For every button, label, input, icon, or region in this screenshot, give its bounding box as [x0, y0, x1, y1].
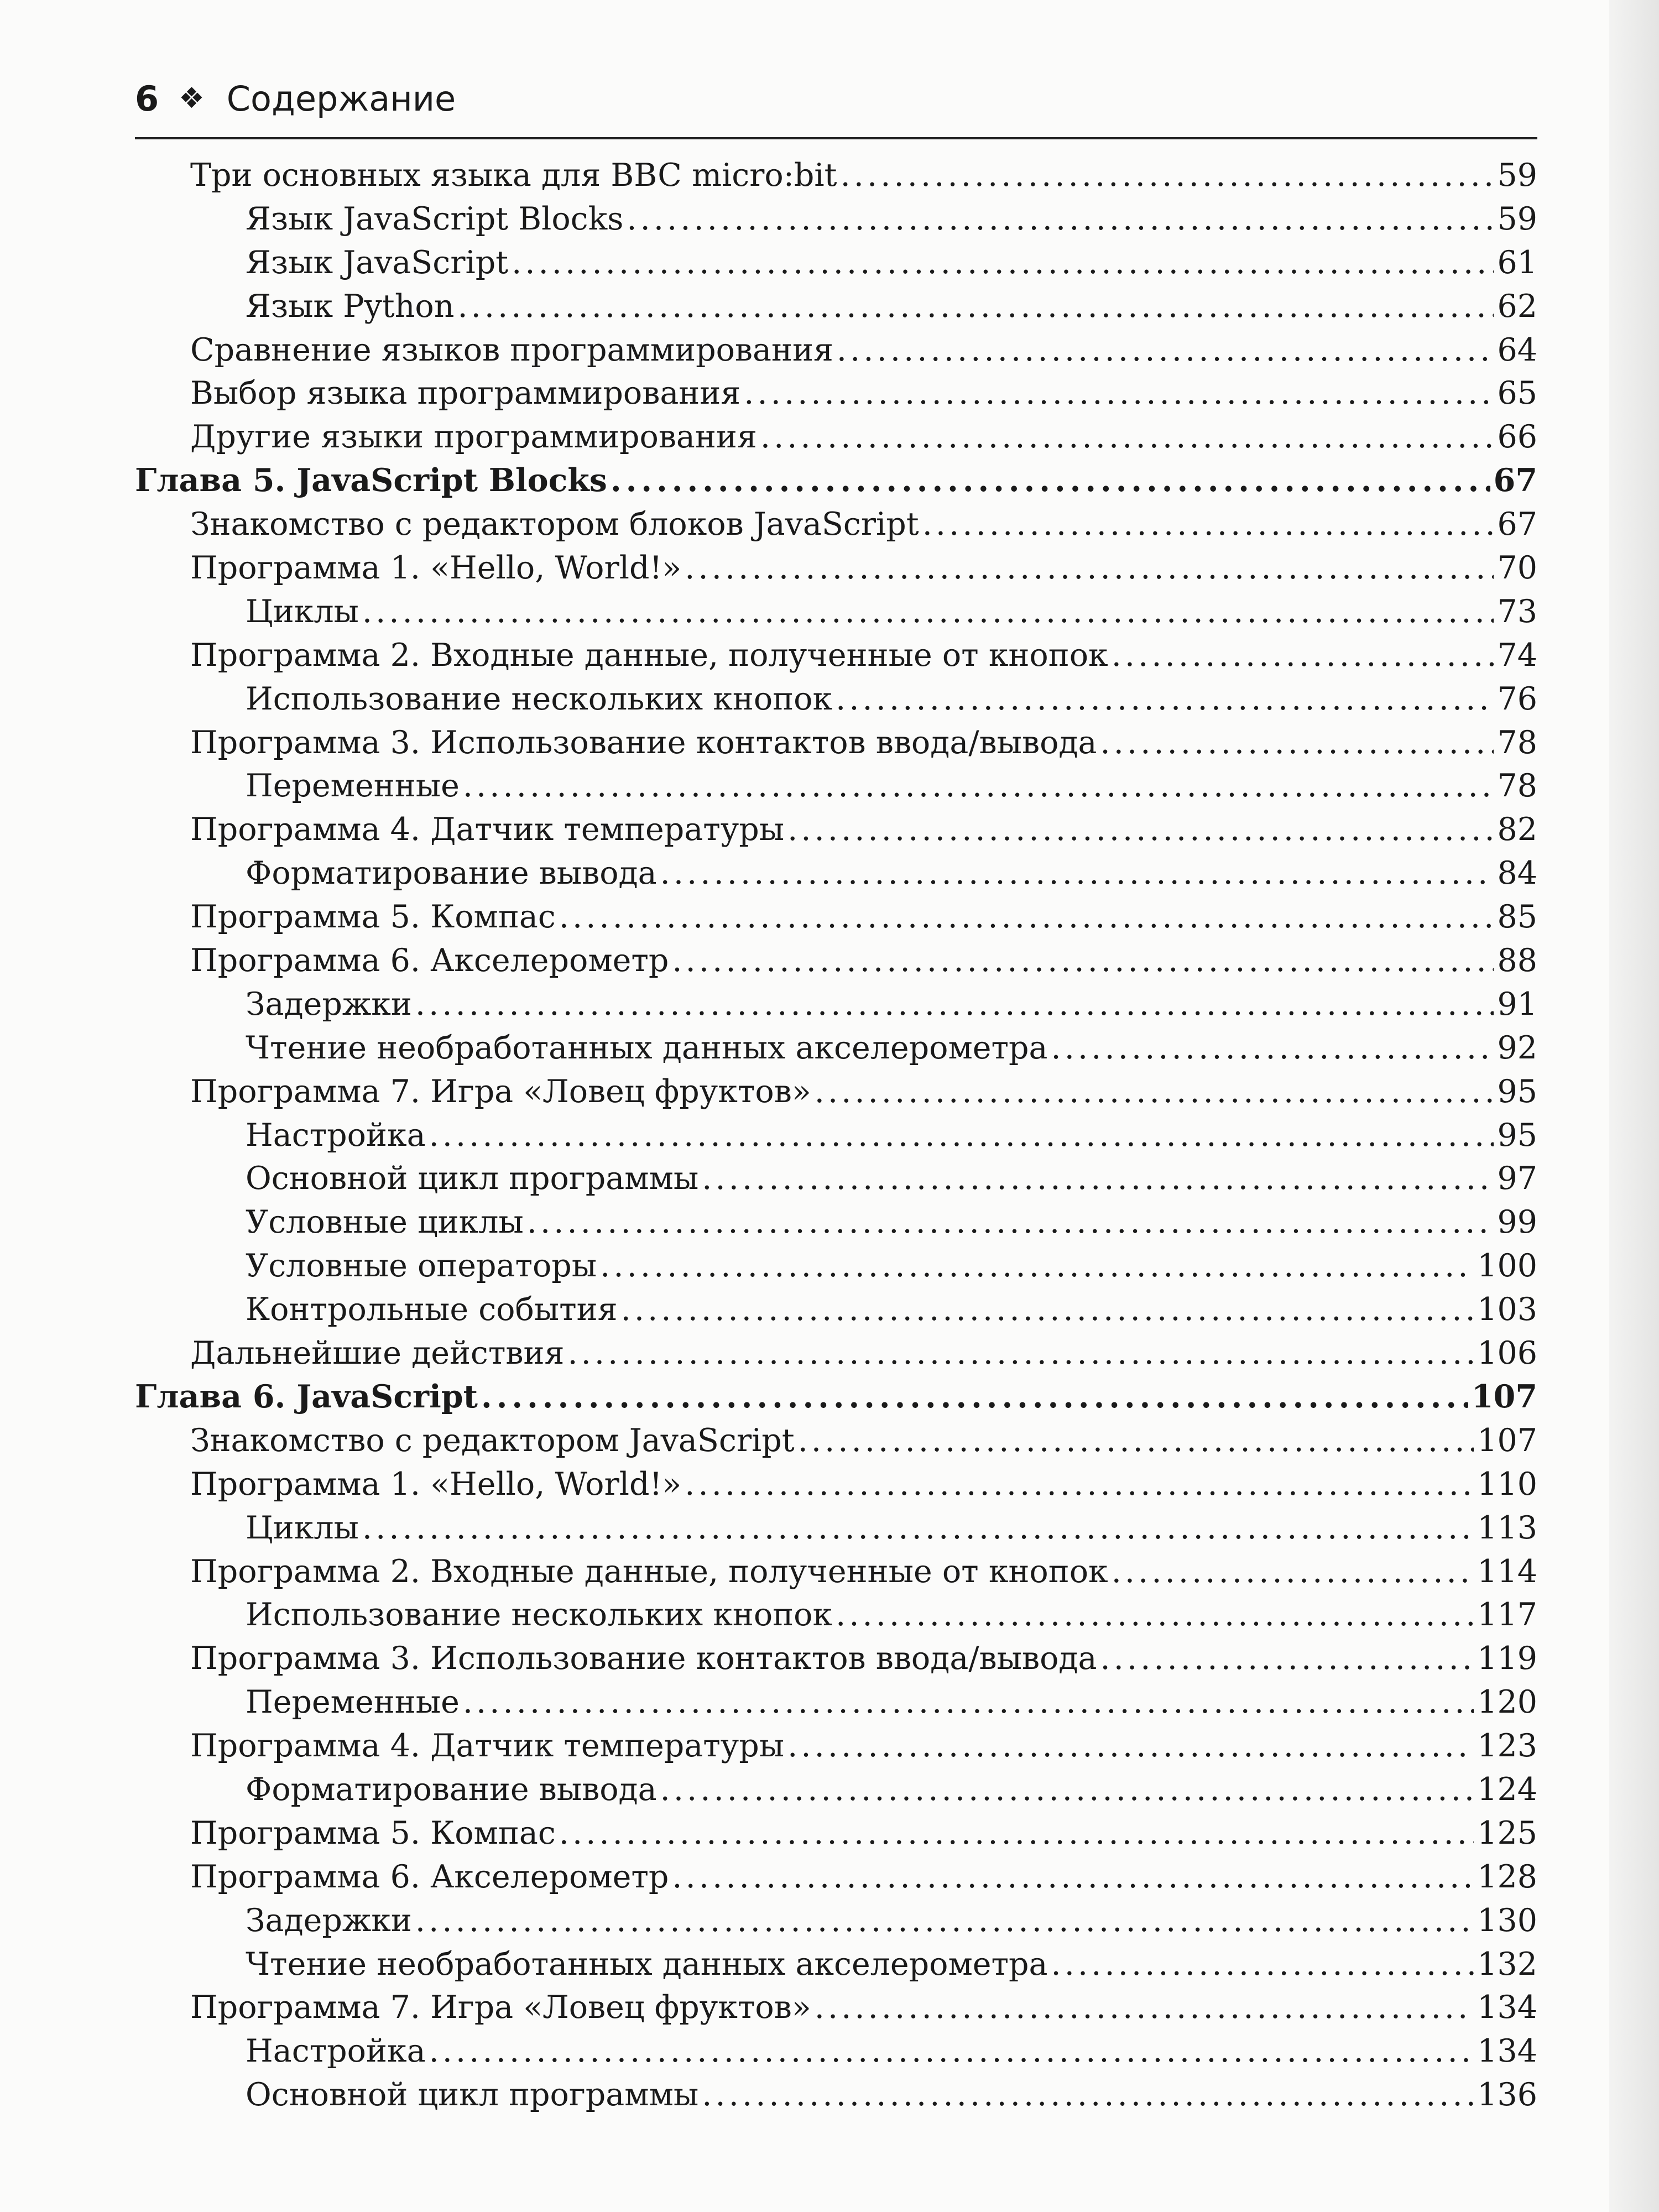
toc-entry-page: 106	[1477, 1335, 1537, 1372]
toc-entry-title: Настройка	[246, 1117, 426, 1154]
toc-entry-title: Переменные	[246, 1684, 460, 1721]
toc-entry-page: 95	[1497, 1073, 1537, 1110]
toc-entry-title: Чтение необработанных данных акселерометра	[246, 1945, 1048, 1983]
dot-leader	[787, 1724, 1474, 1768]
toc-entry-title: Язык JavaScript	[246, 244, 509, 281]
toc-entry-page: 78	[1497, 768, 1537, 805]
toc-entry-page: 74	[1497, 637, 1537, 674]
toc-entry	[135, 895, 1537, 939]
toc-entry	[135, 1593, 1537, 1637]
toc-entry-page: 82	[1497, 811, 1537, 848]
toc-entry-page: 91	[1497, 985, 1537, 1022]
toc-entry-title: Программа 5. Компас	[190, 1814, 556, 1851]
toc-entry	[135, 1768, 1537, 1812]
section-title: Содержание	[226, 78, 456, 119]
toc-entry	[135, 1463, 1537, 1506]
toc-entry-page: 107	[1472, 1378, 1537, 1415]
toc-entry	[135, 285, 1537, 328]
dot-leader	[702, 2073, 1474, 2117]
toc-entry	[135, 328, 1537, 372]
toc-entry-title: Выбор языка программирования	[190, 375, 741, 412]
toc-entry	[135, 1026, 1537, 1070]
toc-entry	[135, 1812, 1537, 1855]
toc-entry-title: Программа 4. Датчик температуры	[190, 1728, 785, 1765]
dot-leader	[627, 197, 1494, 241]
dot-leader	[922, 503, 1494, 546]
toc-entry	[135, 634, 1537, 677]
toc-entry-title: Использование нескольких кнопок	[246, 1597, 833, 1634]
dot-leader	[429, 1114, 1494, 1157]
toc-entry-page: 85	[1497, 899, 1537, 936]
toc-entry-page: 128	[1477, 1858, 1537, 1895]
toc-entry-page: 67	[1493, 462, 1537, 499]
dot-leader	[1112, 1550, 1474, 1594]
dot-leader	[621, 1288, 1474, 1332]
toc-entry-title: Основной цикл программы	[246, 1160, 699, 1197]
toc-entry-title: Программа 5. Компас	[190, 899, 556, 936]
toc-entry	[135, 1943, 1537, 1986]
toc-entry-page: 100	[1477, 1248, 1537, 1285]
toc-entry-page: 134	[1477, 2033, 1537, 2070]
toc-entry-page: 125	[1477, 1814, 1537, 1851]
toc-entry-page: 65	[1497, 375, 1537, 412]
dot-leader	[463, 764, 1494, 808]
dot-leader	[836, 677, 1494, 721]
toc-entry	[135, 1855, 1537, 1899]
toc-entry-title: Программа 3. Использование контактов ввода/вывода	[190, 724, 1097, 761]
dot-leader	[660, 852, 1494, 895]
toc-entry-page: 66	[1497, 419, 1537, 456]
toc-entry	[135, 1114, 1537, 1157]
dot-leader	[481, 1375, 1468, 1419]
dot-leader	[702, 1157, 1494, 1201]
dot-leader	[463, 1681, 1474, 1724]
dot-leader	[744, 372, 1494, 415]
page-number: 6	[135, 78, 159, 119]
toc-entry-title: Форматирование вывода	[246, 855, 657, 892]
toc-entry	[135, 1506, 1537, 1550]
toc-entry-page: 110	[1477, 1465, 1537, 1503]
toc-entry-page: 84	[1497, 855, 1537, 892]
dot-leader	[457, 285, 1494, 328]
toc-entry-title: Программа 4. Датчик температуры	[190, 811, 785, 848]
toc-entry-page: 117	[1477, 1597, 1537, 1634]
toc-entry-page: 76	[1497, 680, 1537, 717]
toc-entry-title: Программа 6. Акселерометр	[190, 1858, 669, 1895]
toc-entry-page: 124	[1477, 1771, 1537, 1808]
dot-leader	[837, 328, 1494, 372]
dot-leader	[836, 1593, 1474, 1637]
toc-entry-page: 103	[1477, 1291, 1537, 1328]
toc-entry	[135, 2030, 1537, 2073]
toc-entry	[135, 1637, 1537, 1681]
dot-leader	[672, 939, 1494, 983]
toc-entry-page: 130	[1477, 1902, 1537, 1939]
dot-leader	[559, 895, 1494, 939]
page-header	[135, 60, 1537, 139]
toc-entry-page: 59	[1497, 157, 1537, 194]
toc-entry-page: 61	[1497, 244, 1537, 281]
toc-entry-title: Задержки	[246, 1902, 412, 1939]
toc-entry	[135, 677, 1537, 721]
toc-entry-page: 78	[1497, 724, 1537, 761]
dot-leader	[429, 2030, 1474, 2073]
toc-entry-page: 88	[1497, 942, 1537, 979]
dot-leader	[512, 241, 1494, 285]
dot-leader	[660, 1768, 1474, 1812]
toc-entry-title: Программа 2. Входные данные, полученные от кнопок	[190, 637, 1108, 674]
toc-entry-page: 64	[1497, 331, 1537, 368]
toc-entry-page: 92	[1497, 1029, 1537, 1066]
toc-entry-title: Условные операторы	[246, 1248, 597, 1285]
toc-entry-page: 113	[1477, 1509, 1537, 1546]
toc-entry	[135, 1681, 1537, 1724]
toc-entry	[135, 1986, 1537, 2030]
dot-leader	[415, 1899, 1474, 1943]
toc-entry-page: 123	[1477, 1728, 1537, 1765]
toc-entry	[135, 197, 1537, 241]
toc-entry	[135, 1288, 1537, 1332]
dot-leader	[815, 1986, 1474, 2030]
toc-entry	[135, 1201, 1537, 1244]
toc-entry-title: Переменные	[246, 768, 460, 805]
toc-entry	[135, 939, 1537, 983]
toc-entry-title: Циклы	[246, 593, 359, 630]
dot-leader	[798, 1419, 1474, 1463]
toc-entry	[135, 721, 1537, 765]
dot-leader	[527, 1201, 1494, 1244]
toc-entry	[135, 415, 1537, 459]
toc-entry-page: 119	[1477, 1640, 1537, 1677]
toc-entry-title: Основной цикл программы	[246, 2077, 699, 2114]
dot-leader	[787, 808, 1494, 852]
toc-entry	[135, 1332, 1537, 1375]
toc-chapter	[135, 459, 1537, 503]
toc-entry-title: Дальнейшие действия	[190, 1335, 565, 1372]
toc-entry-title: Знакомство с редактором блоков JavaScript	[190, 506, 919, 543]
toc-entry-page: 134	[1477, 1989, 1537, 2026]
toc-entry-title: Настройка	[246, 2033, 426, 2070]
dot-leader	[600, 1244, 1474, 1288]
toc-entry-page: 73	[1497, 593, 1537, 630]
toc-entry-title: Условные циклы	[246, 1204, 524, 1241]
toc-entry	[135, 1899, 1537, 1943]
toc-entry	[135, 590, 1537, 634]
toc-entry	[135, 764, 1537, 808]
toc-entry-title: Глава 5. JavaScript Blocks	[135, 462, 607, 499]
toc-entry-page: 67	[1497, 506, 1537, 543]
table-of-contents	[135, 154, 1537, 2117]
dot-leader	[685, 1463, 1474, 1506]
dot-leader	[362, 590, 1494, 634]
toc-entry	[135, 1419, 1537, 1463]
toc-entry-title: Знакомство с редактором JavaScript	[190, 1422, 795, 1459]
dot-leader	[611, 459, 1490, 503]
toc-entry	[135, 372, 1537, 415]
dot-leader	[760, 415, 1494, 459]
dot-leader	[685, 546, 1494, 590]
toc-entry-title: Форматирование вывода	[246, 1771, 657, 1808]
toc-entry-page: 120	[1477, 1684, 1537, 1721]
toc-entry-title: Глава 6. JavaScript	[135, 1378, 478, 1415]
toc-entry-title: Программа 1. «Hello, World!»	[190, 1465, 682, 1503]
toc-entry-title: Программа 7. Игра «Ловец фруктов»	[190, 1989, 811, 2026]
toc-entry-title: Язык Python	[246, 288, 455, 325]
toc-entry-title: Другие языки программирования	[190, 419, 757, 456]
toc-entry-title: Язык JavaScript Blocks	[246, 200, 624, 237]
toc-entry	[135, 1244, 1537, 1288]
toc-chapter	[135, 1375, 1537, 1419]
toc-entry-page: 136	[1477, 2077, 1537, 2114]
dot-leader	[1112, 634, 1494, 677]
toc-entry	[135, 983, 1537, 1026]
toc-entry-page: 70	[1497, 550, 1537, 587]
dot-leader	[1100, 1637, 1474, 1681]
dot-leader	[362, 1506, 1474, 1550]
toc-entry	[135, 1157, 1537, 1201]
toc-entry-page: 114	[1477, 1553, 1537, 1590]
toc-entry-title: Сравнение языков программирования	[190, 331, 833, 368]
dot-leader	[1051, 1943, 1474, 1986]
toc-entry	[135, 1724, 1537, 1768]
toc-entry-page: 62	[1497, 288, 1537, 325]
dot-leader	[672, 1855, 1474, 1899]
toc-entry-page: 59	[1497, 200, 1537, 237]
toc-entry	[135, 154, 1537, 197]
toc-entry-page: 99	[1497, 1204, 1537, 1241]
toc-entry-page: 95	[1497, 1117, 1537, 1154]
toc-entry	[135, 1070, 1537, 1114]
page-edge-shadow	[1609, 0, 1659, 2212]
dot-leader	[1051, 1026, 1494, 1070]
dot-leader	[1100, 721, 1494, 765]
toc-entry-page: 132	[1477, 1945, 1537, 1983]
dot-leader	[415, 983, 1494, 1026]
toc-entry-title: Использование нескольких кнопок	[246, 680, 833, 717]
toc-entry-page: 97	[1497, 1160, 1537, 1197]
toc-entry-title: Программа 3. Использование контактов ввода/вывода	[190, 1640, 1097, 1677]
toc-entry-title: Циклы	[246, 1509, 359, 1546]
toc-entry-title: Программа 7. Игра «Ловец фруктов»	[190, 1073, 811, 1110]
toc-entry-title: Задержки	[246, 985, 412, 1022]
dot-leader	[559, 1812, 1474, 1855]
toc-entry-title: Программа 1. «Hello, World!»	[190, 550, 682, 587]
toc-entry	[135, 808, 1537, 852]
toc-entry	[135, 241, 1537, 285]
toc-entry-title: Контрольные события	[246, 1291, 618, 1328]
toc-entry	[135, 2073, 1537, 2117]
toc-entry	[135, 1550, 1537, 1594]
separator-icon: ❖	[179, 82, 205, 115]
toc-entry-page: 107	[1477, 1422, 1537, 1459]
toc-entry-title: Чтение необработанных данных акселерометра	[246, 1029, 1048, 1066]
toc-entry	[135, 503, 1537, 546]
toc-entry-title: Программа 2. Входные данные, полученные от кнопок	[190, 1553, 1108, 1590]
toc-entry-title: Программа 6. Акселерометр	[190, 942, 669, 979]
toc-entry	[135, 852, 1537, 895]
dot-leader	[815, 1070, 1494, 1114]
toc-entry-title: Три основных языка для BBC micro:bit	[190, 157, 837, 194]
toc-entry	[135, 546, 1537, 590]
dot-leader	[841, 154, 1494, 197]
dot-leader	[567, 1332, 1474, 1375]
